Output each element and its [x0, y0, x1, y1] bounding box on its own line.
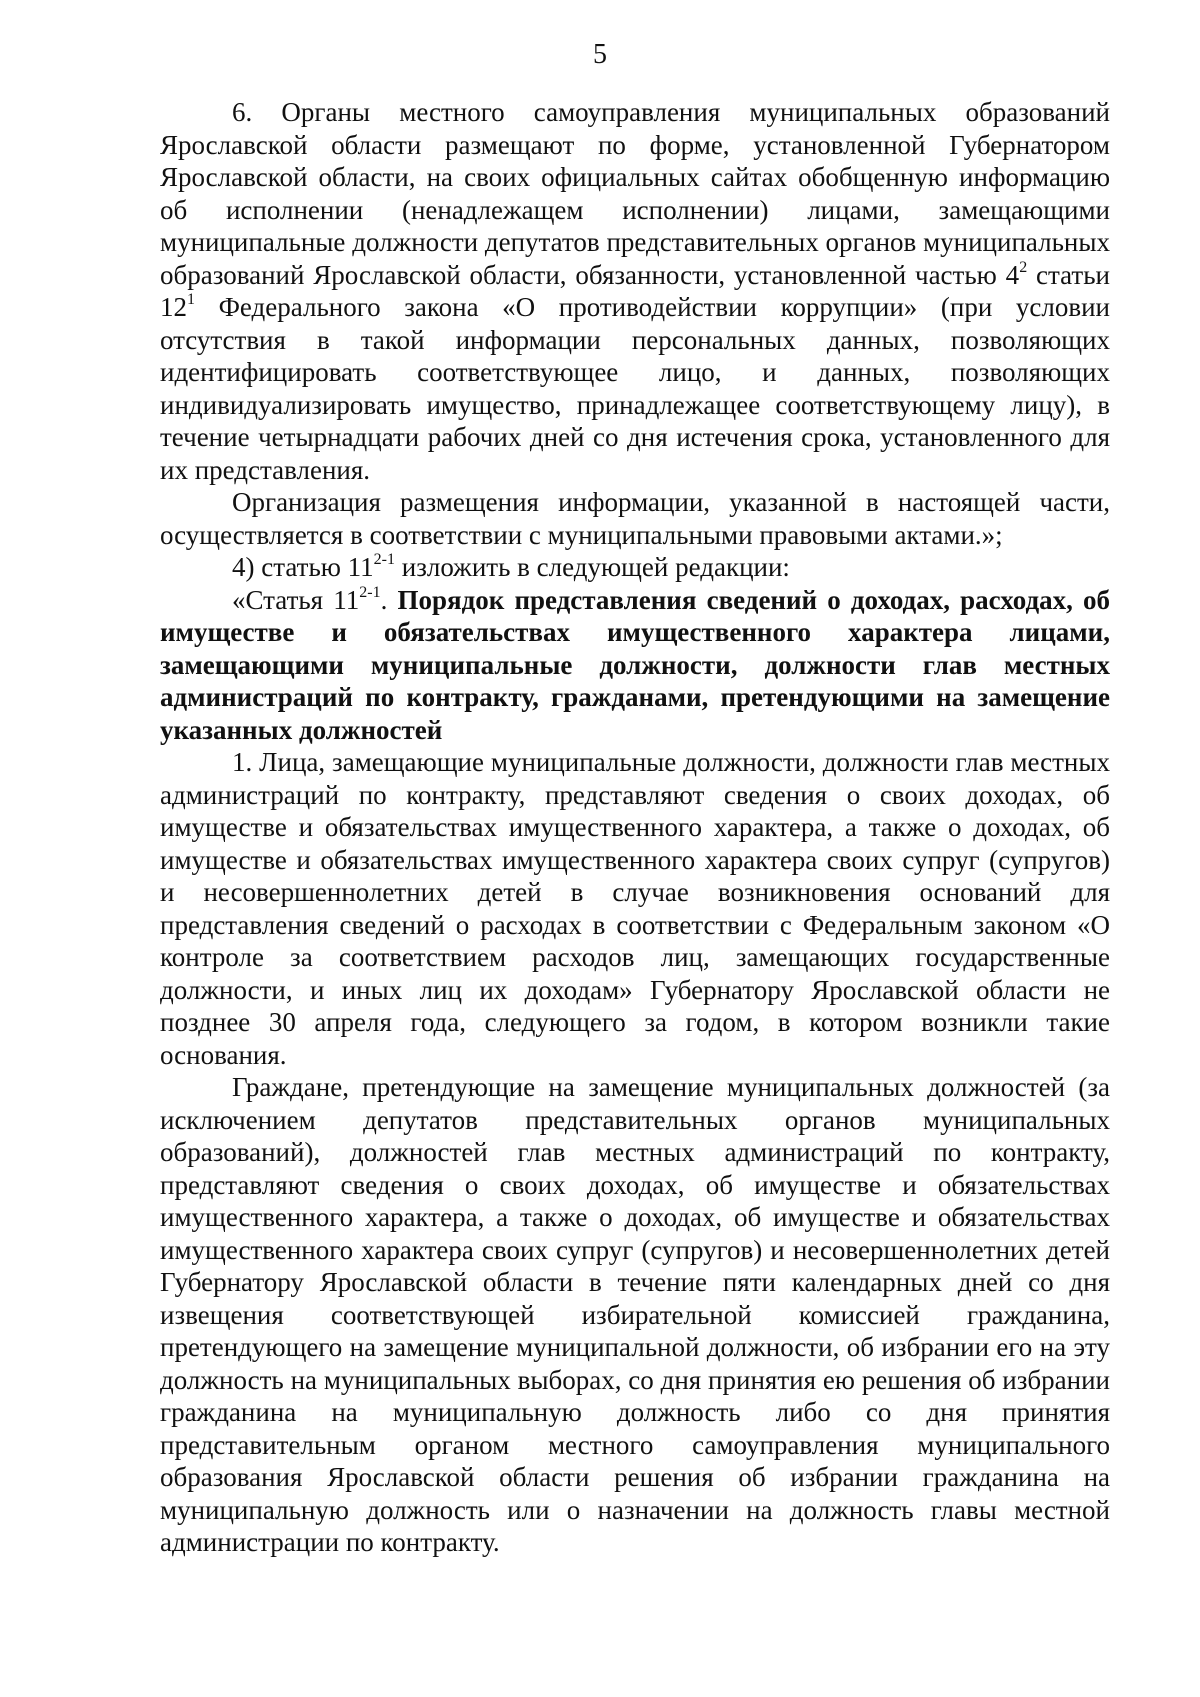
paragraph-text: Федерального закона «О противодействии коррупции» (при условии отсутствия в такой информации персональных данных, позволяющих идентифицировать соответствующее лицо, и данных, позволяющих индивидуализировать имущество, принадлежащее соответствующему лицу), в течение четырнадцати рабочих дней со дня истечения срока, установленного для их представления. — [160, 292, 1110, 485]
paragraph-text: 6. Органы местного самоуправления муниципальных образований Ярославской области размещают по форме, установленной Губернатором Ярославской области, на своих официальных сайтах обобщенную информацию об исполнении (ненадлежащем исполнении) лицами, замещающими муниципальные должности депутатов представительных органов муниципальных образований Ярославской области, обязанности, установленной частью 4 — [160, 97, 1110, 290]
paragraph-text: изложить в следующей редакции: — [395, 552, 790, 582]
paragraph-6 — [160, 96, 1110, 486]
article-label: . — [380, 584, 388, 615]
paragraph-item-4 — [160, 551, 1110, 584]
superscript: 2 — [1019, 258, 1028, 276]
paragraph-part-1: 1. Лица, замещающие муниципальные должности, должности глав местных администраций по контракту, представляют сведения о своих доходах, об имуществе и обязательствах имущественного характера, а также о доходах, об имуществе и обязательствах имущественного характера своих супруг (супругов) и несовершеннолетних детей в случае возникновения оснований для представления сведений о расходах в соответствии с Федеральным законом «О контроле за соответствием расходов лиц, замещающих государственные должности, и иных лиц их доходам» Губернатору Ярославской области не позднее 30 апреля года, следующего за годом, в котором возникли такие основания. — [160, 747, 1110, 1070]
article-heading — [160, 584, 1110, 747]
paragraph-organization: Организация размещения информации, указанной в настоящей части, осуществляется в соответствии с муниципальными правовыми актами.»; — [160, 487, 1110, 550]
superscript: 1 — [187, 291, 195, 308]
paragraph-text: 4) статью 11 — [232, 552, 374, 582]
article-title: Порядок представления сведений о доходах, расходах, об имуществе и обязательствах имущественного характера лицами, замещающими муниципальные должности, должности глав местных администраций по контракту, гражданами, претендующими на замещение указанных должностей — [160, 584, 1110, 745]
superscript: 2-1 — [373, 551, 395, 568]
page-number: 5 — [593, 39, 607, 70]
paragraph-citizens: Граждане, претендующие на замещение муниципальных должностей (за исключением депутатов представительных органов муниципальных образований), должностей глав местных администраций по контракту, представляют сведения о своих доходах, об имуществе и обязательствах имущественного характера, а также о доходах, об имуществе и обязательствах имущественного характера своих супруг (супругов) и несовершеннолетних детей Губернатору Ярославской области в течение пяти календарных дней со дня извещения соответствующей избирательной комиссией гражданина, претендующего на замещение муниципальной должности, об избрании его на эту должность на муниципальных выборах, со дня принятия ею решения об избрании гражданина на муниципальную должность либо со дня принятия представительным органом местного самоуправления муниципального образования Ярославской области решения об избрании гражданина на муниципальную должность или о назначении на должность главы местной администрации по контракту. — [160, 1072, 1110, 1557]
paragraph-text: статьи 12 — [160, 259, 1110, 322]
superscript: 2-1 — [359, 583, 381, 601]
document-body — [160, 96, 1110, 1559]
article-label: «Статья 11 — [232, 584, 360, 615]
